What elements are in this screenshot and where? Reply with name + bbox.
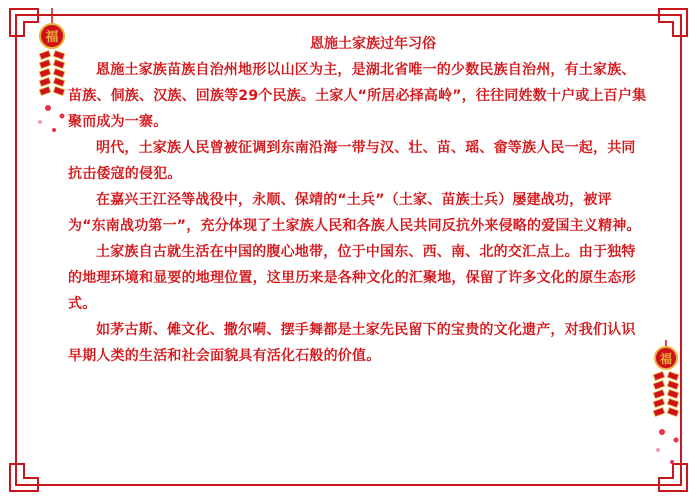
paragraph-5: 如茅古斯、傩文化、撒尔嗬、摆手舞都是土家先民留下的宝贵的文化遗产，对我们认识早期人类的生活和社会面貌具有活化石般的价值。 [68, 322, 636, 364]
fu-character-left: 福 [45, 30, 59, 45]
paragraph-1: 恩施土家族苗族自治州地形以山区为主，是湖北省唯一的少数民族自治州，有土家族、苗族、侗族、汉族、回族等29个民族。土家人“所居必择高岭”，往往同姓数十户或上百户集聚而成为一寨。 [68, 62, 647, 130]
paragraph-4: 土家族自古就生活在中国的腹心地带，位于中国东、西、南、北的交汇点上。由于独特的地理环境和显要的地理位置，这里历来是各种文化的汇聚地，保留了许多文化的原生态形式。 [68, 244, 636, 312]
document-body [68, 34, 648, 369]
document-title: 恩施土家族过年习俗 [310, 36, 436, 52]
paragraph-3: 在嘉兴王江泾等战役中，永顺、保靖的“土兵”（土家、苗族士兵）屡建战功，被评为“东南战功第一”，充分体现了土家族人民和各族人民共同反抗外来侵略的爱国主义精神。 [68, 192, 641, 234]
paragraph-2: 明代，土家族人民曾被征调到东南沿海一带与汉、壮、苗、瑶、畲等族人民一起，共同抗击倭寇的侵犯。 [68, 140, 636, 182]
fu-character-right: 福 [659, 352, 673, 366]
firecracker-right-decoration [644, 340, 694, 480]
